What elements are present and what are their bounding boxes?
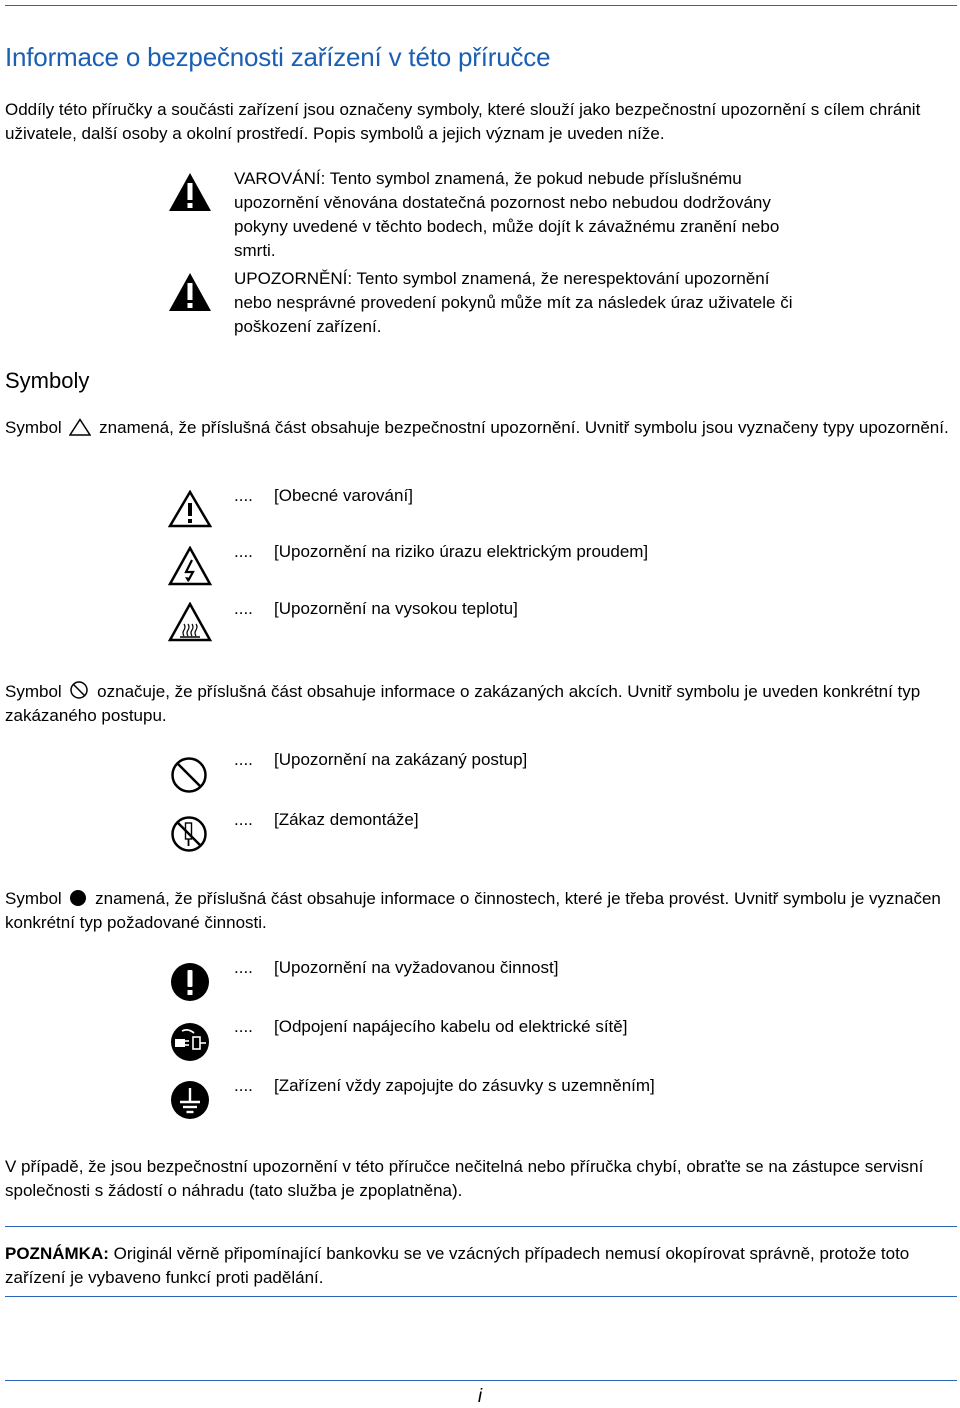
item-label: [Zákaz demontáže] xyxy=(274,810,419,829)
caution-icon xyxy=(168,272,212,312)
item-label: [Obecné varování] xyxy=(274,486,413,505)
warning-term: VAROVÁNÍ xyxy=(234,169,321,188)
mandatory-lead: Symbol xyxy=(5,889,62,908)
item-dots: .... xyxy=(234,1076,253,1095)
warning-text: : Tento symbol znamená, že pokud nebude příslušnému upozornění věnována dostatečná pozornost nebo nebudou dodržovány pokyny uvedené v těchto bodech, může dojít k závažnému zranění nebo smrti. xyxy=(234,169,780,260)
unplug-power-icon xyxy=(170,1022,210,1062)
item-label: [Upozornění na zakázaný postup] xyxy=(274,750,528,769)
note-paragraph xyxy=(5,1242,954,1290)
no-disassembly-icon xyxy=(170,815,208,853)
item-dots: .... xyxy=(234,486,253,505)
caution-text: : Tento symbol znamená, že nerespektování upozornění nebo nesprávné provedení pokynů může mít za následek úraz uživatele či poškození zařízení. xyxy=(234,269,793,336)
warning-definition xyxy=(234,167,804,263)
note-bottom-rule xyxy=(5,1296,957,1297)
page-number: i xyxy=(477,1386,483,1407)
footer-rule xyxy=(5,1380,957,1381)
prohibited-action-item xyxy=(234,748,527,772)
intro-paragraph: Oddíly této příručky a součásti zařízení jsou označeny symboly, které slouží jako bezpečnostní upozornění s cílem chránit uživatele, další osoby a okolní prostředí. Popis symbolů a jejich význam je uveden níže. xyxy=(5,100,921,143)
item-dots: .... xyxy=(234,810,253,829)
triangle-rest: znamená, že příslušná část obsahuje bezpečnostní upozornění. Uvnitř symbolu jsou vyznačeny typy upozornění. xyxy=(99,418,949,437)
caution-term: UPOZORNĚNÍ xyxy=(234,269,348,288)
page-title: Informace o bezpečnosti zařízení v této příručce xyxy=(5,42,551,72)
ground-connection-icon xyxy=(170,1080,210,1120)
mandatory-rest: znamená, že příslušná část obsahuje informace o činnostech, které je třeba provést. Uvnitř symbolu je vyznačen konkrétní typ požadované činnosti. xyxy=(5,889,941,932)
prohibited-symbol-paragraph xyxy=(5,680,954,728)
high-temperature-icon xyxy=(168,602,212,642)
item-label: [Zařízení vždy zapojujte do zásuvky s uzemněním] xyxy=(274,1076,655,1095)
filled-circle-icon xyxy=(69,889,87,907)
general-warning-item xyxy=(234,484,413,508)
required-action-item xyxy=(234,956,558,980)
warning-icon xyxy=(168,172,212,212)
triangle-symbol-paragraph xyxy=(5,416,954,440)
electric-shock-icon xyxy=(168,546,212,586)
ground-connection-item xyxy=(234,1074,655,1098)
prohibited-action-icon xyxy=(170,756,208,794)
item-label: [Upozornění na vysokou teplotu] xyxy=(274,599,518,618)
general-warning-icon xyxy=(168,490,212,528)
item-label: [Odpojení napájecího kabelu od elektrické sítě] xyxy=(274,1017,628,1036)
prohibited-lead: Symbol xyxy=(5,682,62,701)
item-dots: .... xyxy=(234,542,253,561)
required-action-icon xyxy=(170,962,210,1002)
item-label: [Upozornění na vyžadovanou činnost] xyxy=(274,958,559,977)
item-dots: .... xyxy=(234,1017,253,1036)
note-text: Originál věrně připomínající bankovku se ve vzácných případech nemusí okopírovat správně, protože toto zařízení je vybaveno funkcí proti padělání. xyxy=(5,1244,910,1287)
caution-definition xyxy=(234,267,804,339)
illegible-notice: V případě, že jsou bezpečnostní upozornění v této příručce nečitelná nebo příručka chybí, obraťte se na zástupce servisní společnosti s žádostí o náhradu (tato služba je zpoplatněna). xyxy=(5,1157,924,1200)
item-label: [Upozornění na riziko úrazu elektrickým proudem] xyxy=(274,542,649,561)
prohibition-outline-icon xyxy=(69,680,89,700)
item-dots: .... xyxy=(234,958,253,977)
top-rule xyxy=(5,5,957,6)
triangle-outline-icon xyxy=(69,418,91,436)
note-label: POZNÁMKA: xyxy=(5,1244,109,1263)
unplug-power-item xyxy=(234,1015,627,1039)
no-disassembly-item xyxy=(234,808,419,832)
prohibited-rest: označuje, že příslušná část obsahuje informace o zakázaných akcích. Uvnitř symbolu je uveden konkrétní typ zakázaného postupu. xyxy=(5,682,921,725)
item-dots: .... xyxy=(234,599,253,618)
high-temperature-item xyxy=(234,597,518,621)
symbols-heading: Symboly xyxy=(5,368,90,393)
item-dots: .... xyxy=(234,750,253,769)
mandatory-symbol-paragraph xyxy=(5,887,954,935)
electric-shock-item xyxy=(234,540,648,564)
triangle-lead: Symbol xyxy=(5,418,62,437)
note-top-rule xyxy=(5,1226,957,1227)
